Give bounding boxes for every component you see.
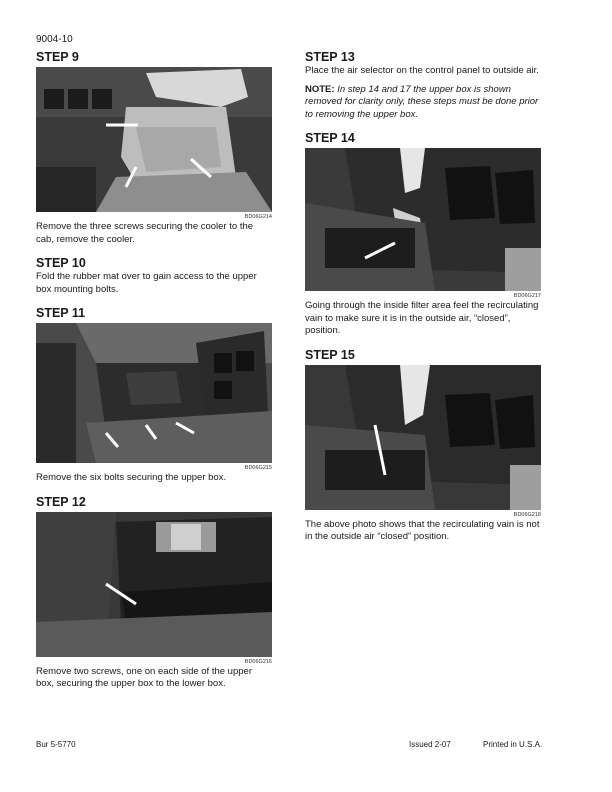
footer-printed: Printed in U.S.A.	[483, 740, 543, 749]
step-14-photo	[305, 148, 541, 291]
step-15-photo-code: BD06G218	[513, 511, 541, 518]
step-11-photo-code: BD06G215	[244, 465, 272, 471]
step-9-text: Remove the three screws securing the cooler to the cab, remove the cooler.	[36, 221, 254, 245]
step-12-text: Remove two screws, one on each side of the upper box, securing the upper box to the lower box.	[36, 665, 252, 689]
step-9-photo-code: BD06G214	[244, 214, 272, 220]
step-14-text: Going through the inside filter area feel the recirculating vain to make sure it is in the outside air, “closed”, position.	[305, 300, 539, 336]
step-12-photo	[36, 512, 272, 657]
step-11-text: Remove the six bolts securing the upper box.	[36, 472, 227, 483]
step-12-photo-code: BD06G216	[244, 658, 272, 665]
step-15-text: The above photo shows that the recirculating vain is not in the outside air “closed” position.	[305, 518, 540, 542]
note-label: NOTE:	[305, 83, 335, 95]
step-9-photo	[36, 67, 272, 212]
step-13-note	[305, 84, 541, 122]
footer-issued: Issued 2-07	[409, 740, 451, 749]
step-15-heading: STEP 15	[305, 347, 355, 362]
step-10-heading: STEP 10	[36, 256, 86, 270]
left-column	[36, 50, 272, 691]
step-13-heading: STEP 13	[305, 50, 355, 64]
page-number: 9004-10	[36, 34, 73, 45]
step-11-photo	[36, 323, 272, 463]
step-12-heading: STEP 12	[36, 494, 86, 509]
right-column	[305, 50, 541, 544]
footer-doc-number: Bur 5-5770	[36, 740, 76, 749]
step-11-heading: STEP 11	[36, 306, 86, 320]
note-text: In step 14 and 17 the upper box is shown removed for clarity only, these steps must be done prior to removing the upper box.	[305, 83, 539, 120]
step-13-text: Place the air selector on the control panel to outside air.	[305, 65, 539, 76]
step-14-photo-code: BD06G217	[513, 293, 541, 299]
step-15-photo	[305, 365, 541, 510]
step-14-heading: STEP 14	[305, 131, 355, 145]
step-9-heading: STEP 9	[36, 50, 79, 64]
step-10-text: Fold the rubber mat over to gain access to the upper box mounting bolts.	[36, 271, 257, 295]
